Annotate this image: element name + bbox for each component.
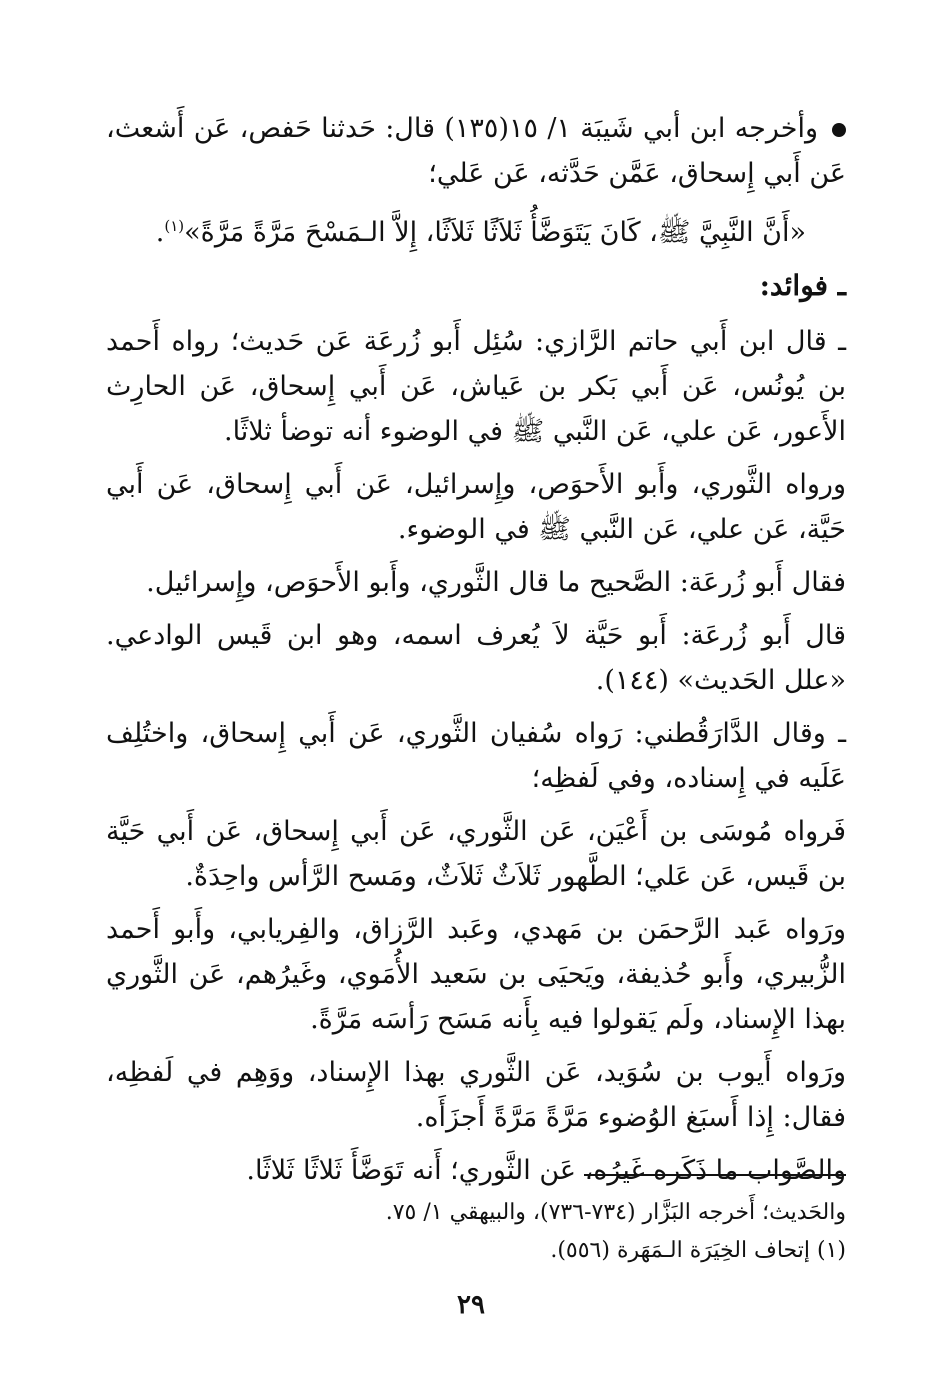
paragraph-sawab: والصَّواب ما ذَكَره غَيرُه، عَن الثَّوري؛ أَنه تَوَضَّأَ ثَلاثًا ثَلاثًا. <box>246 1155 846 1186</box>
footnotes <box>106 1194 846 1270</box>
footnote-separator <box>584 1174 846 1176</box>
paragraph-thawri-narration: ورواه الثَّوري، وأَبو الأَحوَص، وإِسرائيل، عَن أَبي إِسحاق، عَن أَبي حَيَّة، عَن علي، عَن النَّبي ﷺ في الوضوء. <box>106 469 846 545</box>
hadith-end: . <box>155 217 165 248</box>
paragraph-abd-al-rahman-ibn-mahdi: ورَواه عَبد الرَّحمَن بن مَهدي، وعَبد الرَّزاق، والفِريابي، وأَبو أَحمد الزُّبيري، وأَبو حُذيفة، ويَحيَى بن سَعيد الأُمَوي، وغَيرُهم، عَن الثَّوري بهذا الإِسناد، ولَم يَقولوا فيه بِأَنه مَسَح رَأسَه مَرَّةً. <box>106 914 846 1035</box>
hadith-text: «أَنَّ النَّبِيَّ ﷺ، كَانَ يَتَوَضَّأُ ثَلاَثًا ثَلاَثًا، إِلاَّ الـمَسْحَ مَرَّةً مَرَّةً» <box>184 217 806 248</box>
paragraph-daraqutni: ـ وقال الدَّارَقُطني: رَواه سُفيان الثَّوري، عَن أَبي إِسحاق، واختُلِف عَلَيه في إِسناده، وفي لَفظِه؛ <box>106 718 846 794</box>
paragraph-ibn-abi-hatim: ـ قال ابن أَبي حاتم الرَّازي: سُئِل أَبو زُرعَة عَن حَديث؛ رواه أَحمد بن يُونُس، عَن أَبي بَكر بن عَياش، عَن أَبي إِسحاق، عَن الحارِث الأَعور، عَن علي، عَن النَّبي ﷺ في الوضوء أنه توضأ ثلاثًا. <box>106 326 846 447</box>
paragraph-abu-zura-abu-hayya: قال أَبو زُرعَة: أَبو حَيَّة لاَ يُعرف اسمه، وهو ابن قَيس الوادعي. «علل الحَديث» (١٤٤). <box>106 620 847 696</box>
footnote-1: (١) إتحاف الخِيَرَة الـمَهَرة (٥٥٦). <box>550 1238 846 1263</box>
hadith-quote <box>106 204 846 255</box>
section-heading-fawaid: ـ فوائد: <box>759 269 846 302</box>
footnote-ref[interactable]: (١) <box>164 217 185 235</box>
paragraph-musa-ibn-ayan: فَرواه مُوسَى بن أَعْيَن، عَن الثَّوري، عَن أَبي إِسحاق، عَن أَبي حَيَّة بن قَيس، عَن عَلي؛ الطَّهور ثَلاَثٌ ثَلاَثٌ، ومَسح الرَّأس واحِدَةٌ. <box>106 816 846 892</box>
paragraph-takhrij-ibn-abi-shayba <box>106 106 846 196</box>
bullet-icon <box>832 123 846 137</box>
paragraph-abu-zura-sahih: فقال أَبو زُرعَة: الصَّحيح ما قال الثَّوري، وأَبو الأَحوَص، وإِسرائيل. <box>146 567 846 598</box>
paragraph-ayyub-ibn-suwayd: ورَواه أَيوب بن سُوَيد، عَن الثَّوري بهذا الإِسناد، ووَهِم في لَفظِه، فقال: إِذا أَسبَغ الوُضوء مَرَّةً مَرَّةً أَجزَأَه. <box>106 1057 846 1133</box>
paragraph-text: وأخرجه ابن أبي شَيبَة ١/ ١٥(١٣٥) قال: حَدثنا حَفص، عَن أَشعث، عَن أَبي إِسحاق، عَمَّن حَدَّثه، عَن عَلي؛ <box>106 113 846 189</box>
page-number: ٢٩ <box>457 1290 485 1320</box>
footnote-takhrij: والحَديث؛ أَخرجه البَزَّار (٧٣٤-٧٣٦)، والبيهقي ١/ ٧٥. <box>385 1200 846 1225</box>
